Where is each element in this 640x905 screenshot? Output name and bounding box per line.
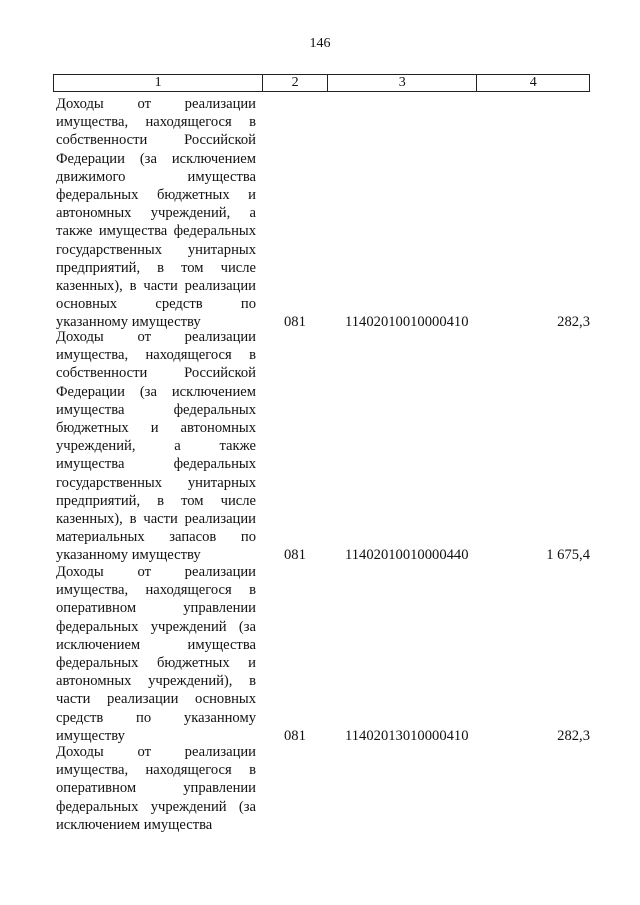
column-header-3: 3 <box>328 75 477 91</box>
row-amount: 1 675,4 <box>546 547 590 564</box>
row-description: Доходы от реализации имущества, находящегося в собственности Российской Федерации (за исключением имущества федеральных бюджетных и автономных учреждений, а также имущества федеральных государственных унитарных предприятий, в том числе казенных), в части реализации материальных запасов по указанному имуществу <box>56 329 256 564</box>
row-amount: 282,3 <box>557 314 590 331</box>
row-amount: 282,3 <box>557 727 590 744</box>
column-header-4: 4 <box>529 75 537 90</box>
row-description: Доходы от реализации имущества, находящегося в оперативном управлении федеральных учреждений (за исключением имущества федеральных бюджетных и автономных учреждений), в части реализации основных средств по указанному имуществу <box>56 564 256 744</box>
table-row <box>56 328 590 565</box>
row-description: Доходы от реализации имущества, находящегося в оперативном управлении федеральных учреждений (за исключением имущества <box>56 744 256 833</box>
page-number: 146 <box>309 36 331 51</box>
column-header-1: 1 <box>54 75 263 91</box>
row-kbk-code: 11402010010000410 <box>345 314 469 331</box>
row-kbk-code: 11402010010000440 <box>345 547 469 564</box>
table-row <box>56 743 590 834</box>
table-row <box>56 95 590 332</box>
row-description: Доходы от реализации имущества, находящегося в собственности Российской Федерации (за исключением движимого имущества федеральных бюджетных и автономных учреждений, а также имущества федеральных государственных унитарных предприятий, в том числе казенных), в части реализации основных средств по указанному имуществу <box>56 96 256 331</box>
row-admin-code: 081 <box>284 547 306 564</box>
table-header <box>53 74 590 92</box>
row-admin-code: 081 <box>284 314 306 331</box>
row-admin-code: 081 <box>284 727 306 744</box>
row-kbk-code: 11402013010000410 <box>345 727 469 744</box>
column-header-2: 2 <box>263 75 328 91</box>
table-row <box>56 563 590 745</box>
